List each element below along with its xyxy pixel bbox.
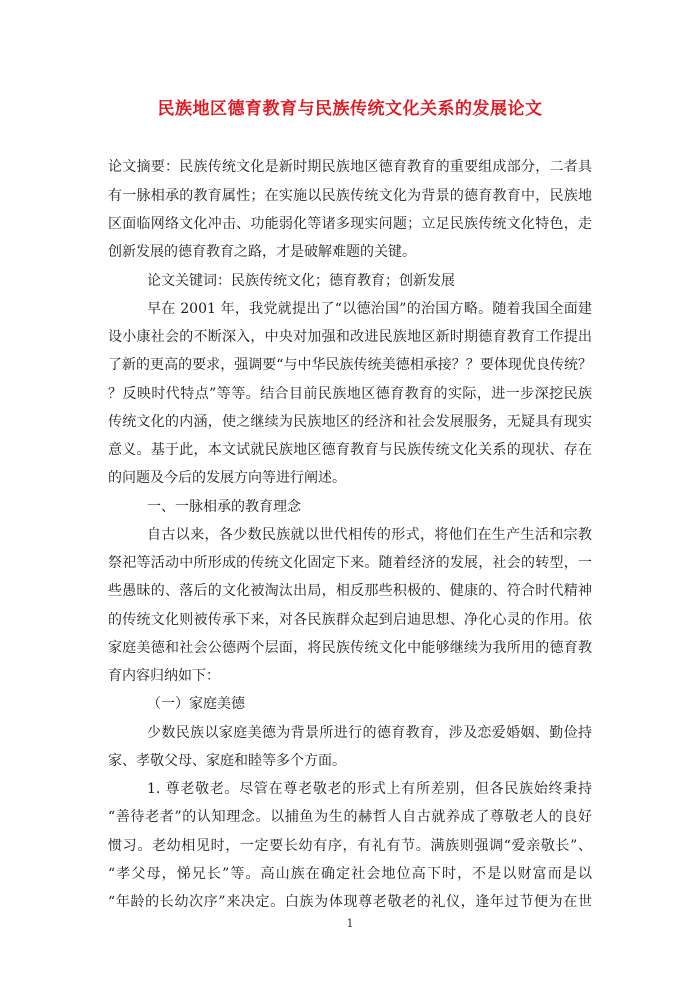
body-line: 的问题及今后的发展方向等进行阐述。	[108, 470, 346, 486]
body-line: 惯习。老幼相见时，一定要长幼有序，有礼有节。满族则强调“爱亲敬长”、	[108, 838, 592, 854]
document-title: 民族地区德育教育与民族传统文化关系的发展论文	[157, 99, 543, 119]
body-line: 1. 尊老敬老。尽管在尊老敬老的形式上有所差别，但各民族始终秉持	[147, 781, 592, 797]
body-line: “善待老者”的认知理念。以捕鱼为生的赫哲人自古就养成了尊敬老人的良好	[108, 809, 592, 825]
body-line: 家庭美德和社会公德两个层面，将民族传统文化中能够继续为我所用的德育教	[108, 640, 592, 656]
body-line: 传统文化的内涵，使之继续为民族地区的经济和社会发展服务，无疑具有现实	[108, 414, 592, 430]
body-line: 的传统文化则被传承下来，对各民族群众起到启迪思想、净化心灵的作用。依	[108, 612, 592, 628]
section-heading: 一、一脉相承的教育理念	[147, 499, 301, 515]
keywords-line: 论文关键词：民族传统文化；德育教育；创新发展	[147, 273, 455, 289]
abstract-line: 创新发展的德育教育之路，才是破解难题的关键。	[108, 244, 416, 260]
page-number: 1	[346, 917, 354, 930]
abstract-line: 论文摘要：民族传统文化是新时期民族地区德育教育的重要组成部分，二者具	[108, 159, 592, 175]
abstract-line: 区面临网络文化冲击、功能弱化等诸多现实问题；立足民族传统文化特色，走	[108, 216, 592, 232]
subsection-heading: （一）家庭美德	[147, 696, 245, 712]
body-line: 意义。基于此，本文试就民族地区德育教育与民族传统文化关系的现状、存在	[108, 442, 592, 458]
abstract-line: 有一脉相承的教育属性；在实施以民族传统文化为背景的德育教育中，民族地	[108, 188, 592, 204]
body-line: 早在 2001 年，我党就提出了“以德治国”的治国方略。随着我国全面建	[147, 301, 592, 317]
body-line: 少数民族以家庭美德为背景所进行的德育教育，涉及恋爱婚姻、勤俭持	[147, 725, 592, 741]
body-line: 些愚昧的、落后的文化被淘汰出局，相反那些积极的、健康的、符合时代精神	[108, 583, 592, 599]
body-line: “孝父母，悌兄长”等。高山族在确定社会地位高下时，不是以财富而是以	[108, 866, 592, 882]
body-line: 设小康社会的不断深入，中央对加强和改进民族地区新时期德育教育工作提出	[108, 329, 592, 345]
body-line: ？反映时代特点”等等。结合目前民族地区德育教育的实际，进一步深挖民族	[108, 386, 592, 402]
body-line: 家、孝敬父母、家庭和睦等多个方面。	[108, 753, 346, 769]
body-line: 祭祀等活动中所形成的传统文化固定下来。随着经济的发展，社会的转型，一	[108, 555, 592, 571]
body-line: “年龄的长幼次序”来决定。白族为体现尊老敬老的礼仪，逢年过节便为在世	[108, 894, 592, 910]
body-line: 自古以来，各少数民族就以世代相传的形式，将他们在生产生活和宗教	[147, 527, 592, 543]
body-line: 育内容归纳如下：	[108, 668, 220, 684]
body-line: 了新的更高的要求，强调要“与中华民族传统美德相承接？？要体现优良传统？	[108, 357, 592, 373]
